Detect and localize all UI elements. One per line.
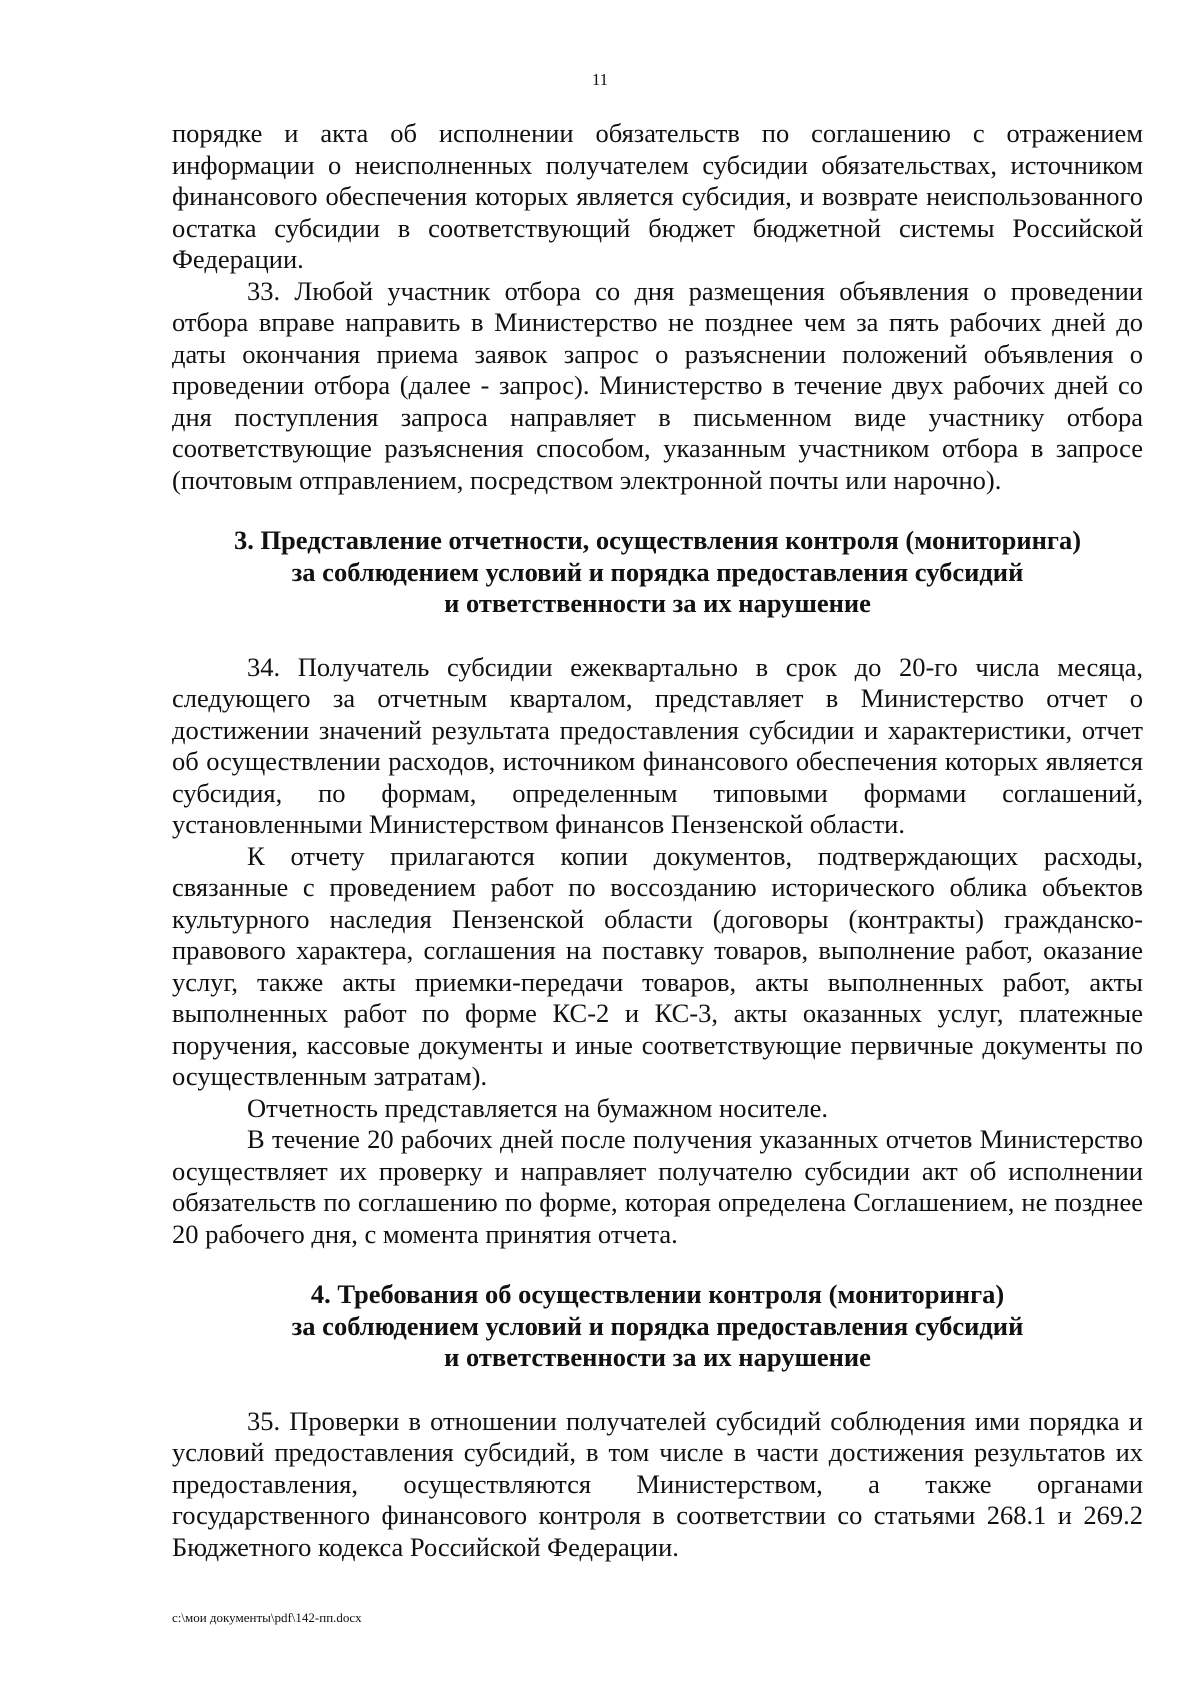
paragraph-33: 33. Любой участник отбора со дня размещения объявления о проведении отбора вправе направить в Министерство не позднее чем за пять рабочих дней до даты окончания приема заявок запрос о разъяснении положений объявления о проведении отбора (далее - запрос). Министерство в течение двух рабочих дней со дня поступления запроса направляет в письменном виде участнику отбора соответствующие разъяснения способом, указанным участником отбора в запросе (почтовым отправлением, посредством электронной почты или нарочно).	[172, 275, 1143, 495]
spacer	[172, 620, 1143, 652]
file-path-footer: c:\мои документы\pdf\142-пп.docx	[172, 1610, 362, 1625]
section-4-heading-line: 4. Требования об осуществлении контроля (мониторинга)	[310, 1279, 1005, 1309]
paragraph-review-period: В течение 20 рабочих дней после получения указанных отчетов Министерство осуществляет их проверку и направляет получателю субсидии акт об исполнении обязательств по соглашению по форме, которая определена Соглашением, не позднее 20 рабочего дня, с момента принятия отчета.	[172, 1124, 1143, 1249]
section-4-heading	[172, 1279, 1143, 1374]
paragraph-35: 35. Проверки в отношении получателей субсидий соблюдения ими порядка и условий предоставления субсидий, в том числе в части достижения результатов их предоставления, осуществляются Министерством, а также органами государственного финансового контроля в соответствии со статьями 268.1 и 269.2 Бюджетного кодекса Российской Федерации.	[172, 1405, 1143, 1562]
paragraph-report-attachments: К отчету прилагаются копии документов, подтверждающих расходы, связанные с проведением работ по воссозданию исторического облика объектов культурного наследия Пензенской области (договоры (контракты) гражданско-правового характера, соглашения на поставку товаров, выполнение работ, оказание услуг, также акты приемки-передачи товаров, акты выполненных работ, акты выполненных работ по форме КС-2 и КС-3, акты оказанных услуг, платежные поручения, кассовые документы и иные соответствующие первичные документы по осуществленным затратам).	[172, 840, 1143, 1091]
paragraph-34: 34. Получатель субсидии ежеквартально в срок до 20-го числа месяца, следующего за отчетным кварталом, представляет в Министерство отчет о достижении значений результата предоставления субсидии и характеристики, отчет об осуществлении расходов, источником финансового обеспечения которых является субсидия, по формам, определенным типовыми формами соглашений, установленными Министерством финансов Пензенской области.	[172, 651, 1143, 839]
section-4-heading-line: и ответственности за их нарушение	[444, 1342, 871, 1372]
section-3-heading-line: и ответственности за их нарушение	[444, 588, 871, 618]
section-4-heading-line: за соблюдением условий и порядка предоставления субсидий	[291, 1310, 1024, 1341]
paragraph-continuation: порядке и акта об исполнении обязательств по соглашению с отражением информации о неисполненных получателем субсидии обязательствах, источником финансового обеспечения которых является субсидия, и возврате неиспользованного остатка субсидии в соответствующий бюджет бюджетной системы Российской Федерации.	[172, 118, 1143, 274]
section-3-heading	[172, 525, 1143, 620]
spacer	[172, 1250, 1143, 1279]
paragraph-paper-reporting: Отчетность представляется на бумажном носителе.	[247, 1092, 829, 1123]
spacer	[172, 496, 1143, 525]
section-3-heading-line: за соблюдением условий и порядка предоставления субсидий	[291, 556, 1024, 587]
section-3-heading-line: 3. Представление отчетности, осуществления контроля (мониторинга)	[233, 525, 1082, 555]
spacer	[172, 1374, 1143, 1406]
document-body	[172, 118, 1143, 1563]
page-number: 11	[591, 70, 609, 89]
